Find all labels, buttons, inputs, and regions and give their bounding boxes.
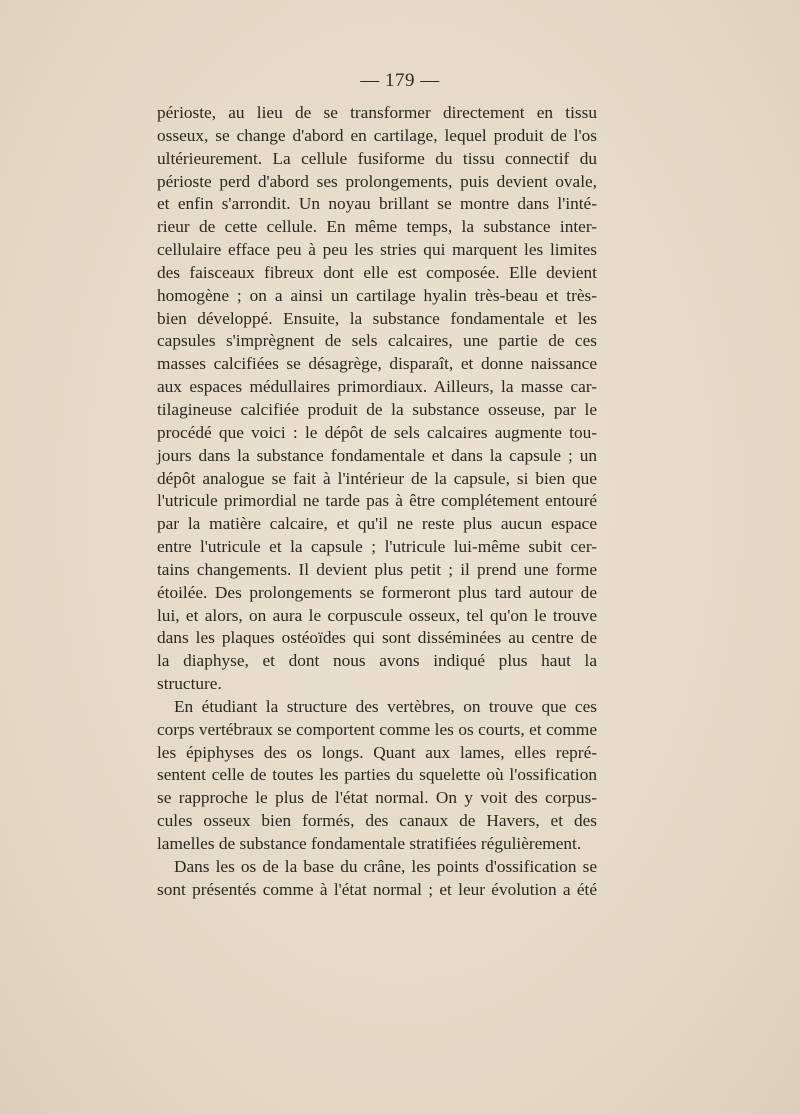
text-line: tains changements. Il devient plus petit ; il prend une forme: [157, 559, 597, 579]
text-line: structure.: [157, 674, 222, 694]
text-line: jours dans la substance fondamentale et dans la capsule ; un: [157, 445, 597, 465]
text-line: et enfin s'arrondit. Un noyau brillant se montre dans l'inté-: [157, 194, 597, 214]
page-number: — 179 —: [360, 70, 440, 91]
text-line: Dans les os de la base du crâne, les points d'ossification se: [174, 856, 597, 876]
text-line: osseux, se change d'abord en cartilage, lequel produit de l'os: [157, 125, 597, 145]
body-text: [157, 102, 597, 902]
text-line: périoste perd d'abord ses prolongements, puis devient ovale,: [157, 171, 597, 191]
text-line: dépôt analogue se fait à l'intérieur de la capsule, si bien que: [157, 468, 597, 488]
text-line: lamelles de substance fondamentale stratifiées régulièrement.: [157, 834, 582, 853]
text-line: En étudiant la structure des vertèbres, on trouve que ces: [174, 696, 597, 716]
text-line: ultérieurement. La cellule fusiforme du tissu connectif du: [157, 148, 597, 168]
text-line: la diaphyse, et dont nous avons indiqué plus haut la: [157, 651, 597, 671]
text-line: se rapproche le plus de l'état normal. On y voit des corpus-: [157, 788, 597, 808]
text-line: rieur de cette cellule. En même temps, la substance inter-: [157, 217, 597, 237]
text-line: des faisceaux fibreux dont elle est composée. Elle devient: [157, 262, 597, 282]
text-line: capsules s'imprègnent de sels calcaires, une partie de ces: [157, 331, 597, 351]
text-line: par la matière calcaire, et qu'il ne reste plus aucun espace: [157, 514, 597, 534]
text-line: périoste, au lieu de se transformer directement en tissu: [157, 103, 597, 122]
text-line: entre l'utricule et la capsule ; l'utricule lui-même subit cer-: [157, 537, 597, 557]
text-line: lui, et alors, on aura le corpuscule osseux, tel qu'on le trouve: [157, 605, 597, 625]
text-line: l'utricule primordial ne tarde pas à être complétement entouré: [157, 491, 597, 511]
text-line: procédé que voici : le dépôt de sels calcaires augmente tou-: [157, 422, 597, 442]
text-line: bien développé. Ensuite, la substance fondamentale et les: [157, 308, 597, 328]
text-line: dans les plaques ostéoïdes qui sont disséminées au centre de: [157, 628, 597, 648]
text-line: cellulaire efface peu à peu les stries qui marquent les limites: [157, 240, 597, 260]
text-line: aux espaces médullaires primordiaux. Ailleurs, la masse car-: [157, 377, 597, 397]
text-line: sont présentés comme à l'état normal ; et leur évolution a été: [157, 879, 597, 899]
text-line: cules osseux bien formés, des canaux de Havers, et des: [157, 811, 597, 831]
text-line: tilagineuse calcifiée produit de la substance osseuse, par le: [157, 399, 597, 419]
text-line: sentent celle de toutes les parties du squelette où l'ossification: [157, 765, 597, 785]
text-line: masses calcifiées se désagrège, disparaît, et donne naissance: [157, 354, 597, 374]
text-line: les épiphyses des os longs. Quant aux lames, elles repré-: [157, 742, 597, 762]
text-line: corps vertébraux se comportent comme les os courts, et comme: [157, 719, 597, 739]
text-line: homogène ; on a ainsi un cartilage hyalin très-beau et très-: [157, 285, 597, 305]
text-line: étoilée. Des prolongements se formeront plus tard autour de: [157, 582, 597, 602]
